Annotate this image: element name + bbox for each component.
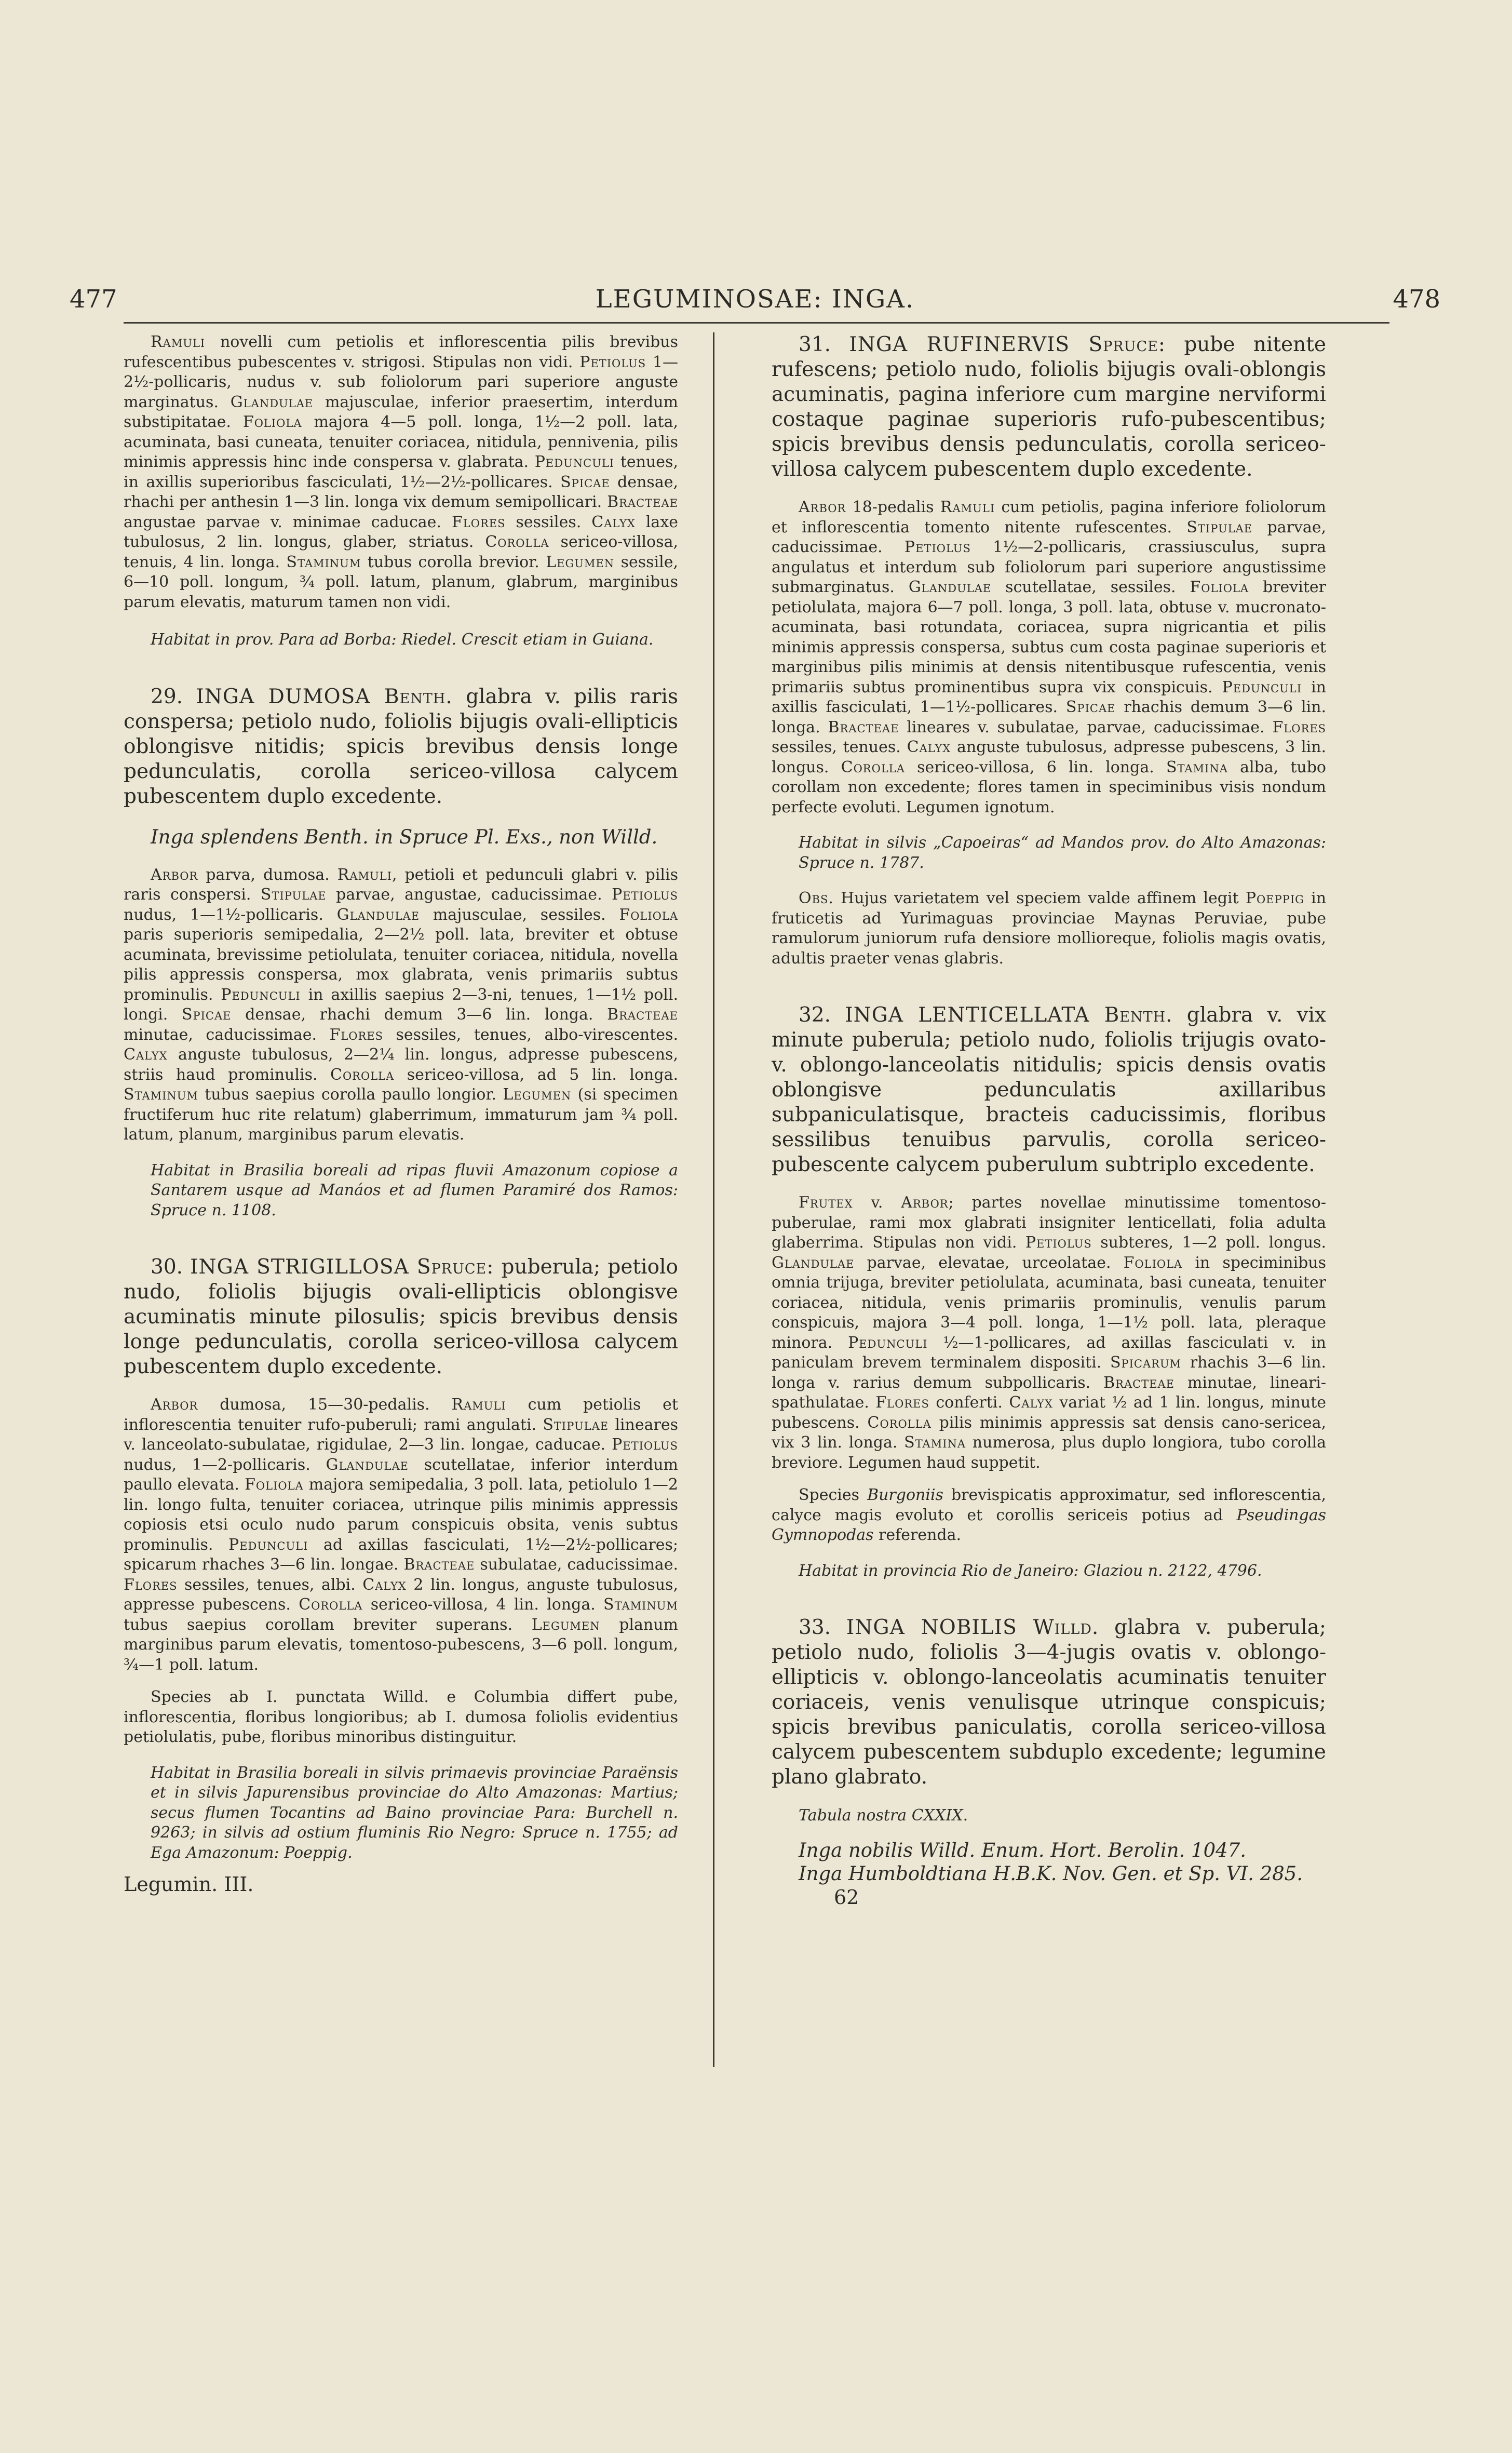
left-column (124, 332, 678, 1896)
species-30-note: Species ab I. punctata Willd. e Columbia differt pube, inflorescentia, floribus longioribus; ab I. dumosa foliolis evidentius petiolulatis, pube, floribus minoribus distinguitur. (124, 1688, 678, 1746)
species-29-habitat: Habitat in Brasilia boreali ad ripas fluvii Amazonum copiose a Santarem usque ad Manáos et ad flumen Paramiré dos Ramos: Spruce n. 1108. (151, 1161, 678, 1219)
species-32-diagnosis: 32. INGA LENTICELLATA Benth. glabra v. vix minute puberula; petiolo nudo, foliolis trijugis ovato- v. oblongo-lanceolatis nitidulis; spicis densis ovatis oblongisve pedunculatis axillaribus subpaniculatisque, bracteis caducissimis, floribus sessilibus tenuibus parvulis, corolla sericeo-pubescente calycem puberulum subtriplo excedente. (772, 1003, 1327, 1176)
species-30-diagnosis: 30. INGA STRIGILLOSA Spruce: puberula; petiolo nudo, foliolis bijugis ovali-ellipticis oblongisve acuminatis minute pilosulis; spicis brevibus densis longe pedunculatis, corolla sericeo-villosa calycem pubescentem duplo excedente. (124, 1255, 679, 1378)
species-32-habitat: Habitat in provincia Rio de Janeiro: Glaziou n. 2122, 4796. (799, 1561, 1262, 1580)
species-32-note: Species Burgoniis brevispicatis approximatur, sed inflorescentia, calyce magis evoluto et corollis sericeis potius ad Pseudingas Gymnopodas referenda. (772, 1486, 1326, 1544)
running-title: LEGUMINOSAE: INGA. (595, 285, 915, 314)
species-33-synonym-1: Inga nobilis Willd. Enum. Hort. Berolin. 1047. (799, 1839, 1246, 1861)
plate-reference: Tabula nostra CXXIX. (799, 1806, 968, 1825)
species-31-diagnosis: 31. INGA RUFINERVIS Spruce: pube nitente rufescens; petiolo nudo, foliolis bijugis ovali-oblongis acuminatis, pagina inferiore cum margine nerviformi costaque paginae superioris rufo-pubescentibus; spicis brevibus densis pedunculatis, corolla sericeo-villosa calycem pubescentem duplo excedente. (772, 333, 1327, 481)
species-29-synonym: Inga splendens Benth. in Spruce Pl. Exs., non Willd. (151, 825, 658, 848)
right-column (772, 332, 1326, 1909)
left-page-number: 477 (70, 285, 117, 314)
running-header (70, 285, 1440, 321)
species-29-description: Arbor parva, dumosa. Ramuli, petioli et pedunculi glabri v. pilis raris conspersi. Stipulae parvae, angustae, caducissimae. Petiolus nudus, 1—1½-pollicaris. Glandulae majusculae, sessiles. Foliola paris superioris semipedalia, 2—2½ poll. lata, breviter et obtuse acuminata, brevissime petiolulata, tenuiter coriacea, nitidula, novella pilis appressis conspersa, mox glabrata, venis primariis subtus prominulis. Pedunculi in axillis saepius 2—3-ni, tenues, 1—1½ poll. longi. Spicae densae, rhachi demum 3—6 lin. longa. Bracteae minutae, caducissimae. Flores sessiles, tenues, albo-virescentes. Calyx anguste tubulosus, 2—2¼ lin. longus, adpresse pubescens, striis haud prominulis. Corolla sericeo-villosa, ad 5 lin. longa. Staminum tubus saepius corolla paullo longior. Legumen (si specimen fructiferum huc rite relatum) glaberrimum, immaturum jam ¾ poll. latum, planum, marginibus parum elevatis. (124, 865, 679, 1144)
species-29-diagnosis: 29. INGA DUMOSA Benth. glabra v. pilis raris conspersa; petiolo nudo, foliolis bijugis ovali-ellipticis oblongisve nitidis; spicis brevibus densis longe pedunculatis, corolla sericeo-villosa calycem pubescentem duplo excedente. (124, 685, 679, 808)
species-28-habitat: Habitat in prov. Para ad Borba: Riedel. Crescit etiam in Guiana. (151, 631, 654, 649)
right-page-number: 478 (1393, 285, 1440, 314)
signature-mark: Legumin. III. (124, 1873, 254, 1896)
signature-number: 62 (834, 1886, 859, 1909)
species-31-description: Arbor 18-pedalis Ramuli cum petiolis, pagina inferiore foliolorum et inflorescentia tomento nitente rufescentes. Stipulae parvae, caducissimae. Petiolus 1½—2-pollicaris, crassiusculus, supra angulatus et interdum sub foliolorum pari superiore angustissime submarginatus. Glandulae scutellatae, sessiles. Foliola breviter petiolulata, majora 6—7 poll. longa, 3 poll. lata, obtuse v. mucronato-acuminata, basi rotundata, coriacea, supra nigricantia et pilis minimis appressis conspersa, subtus cum costa paginae superioris et marginibus pilis minimis at densis nitentibusque rufescentia, venis primariis subtus prominentibus supra vix conspicuis. Pedunculi in axillis fasciculati, 1—1½-pollicares. Spicae rhachis demum 3—6 lin. longa. Bracteae lineares v. subulatae, parvae, caducissimae. Flores sessiles, tenues. Calyx anguste tubulosus, adpresse pubescens, 3 lin. longus. Corolla sericeo-villosa, 6 lin. longa. Stamina alba, tubo corollam non excedente; flores tamen in speciminibus visis nondum perfecte evoluti. Legumen ignotum. (772, 498, 1327, 816)
species-31-observation: Obs. Hujus varietatem vel speciem valde affinem legit Poeppig in fruticetis ad Yurimaguas provinciae Maynas Peruviae, pube ramulorum juniorum rufa densiore mollioreque, foliolis magis ovatis, adultis praeter venas glabris. (772, 889, 1327, 968)
column-divider (713, 332, 714, 2067)
header-rule (124, 322, 1389, 324)
species-33-diagnosis: 33. INGA NOBILIS Willd. glabra v. puberula; petiolo nudo, foliolis 3—4-jugis ovatis v. oblongo-ellipticis v. oblongo-lanceolatis acuminatis tenuiter coriaceis, venis venulisque utrinque conspicuis; spicis brevibus paniculatis, corolla sericeo-villosa calycem pubescentem subduplo excedente; legumine plano glabrato. (772, 1616, 1326, 1789)
species-30-description: Arbor dumosa, 15—30-pedalis. Ramuli cum petiolis et inflorescentia tenuiter rufo-puberuli; rami angulati. Stipulae lineares v. lanceolato-subulatae, rigidulae, 2—3 lin. longae, caducae. Petiolus nudus, 1—2-pollicaris. Glandulae scutellatae, inferior interdum paullo elevata. Foliola majora semipedalia, 3 poll. lata, petiolulo 1—2 lin. longo fulta, tenuiter coriacea, utrinque pilis minimis appressis copiosis etsi oculo nudo parum conspicuis obsita, venis subtus prominulis. Pedunculi ad axillas fasciculati, 1½—2½-pollicares; spicarum rhaches 3—6 lin. longae. Bracteae subulatae, caducissimae. Flores sessiles, tenues, albi. Calyx 2 lin. longus, anguste tubulosus, appresse pubescens. Corolla sericeo-villosa, 4 lin. longa. Staminum tubus saepius corollam breviter superans. Legumen planum marginibus parum elevatis, tomentoso-pubescens, 3—6 poll. longum, ¾—1 poll. latum. (124, 1396, 679, 1674)
species-32-description: Frutex v. Arbor; partes novellae minutissime tomentoso-puberulae, rami mox glabrati insigniter lenticellati, folia adulta glaberrima. Stipulas non vidi. Petiolus subteres, 1—2 poll. longus. Glandulae parvae, elevatae, urceolatae. Foliola in speciminibus omnia trijuga, breviter petiolulata, acuminata, basi cuneata, tenuiter coriacea, nitidula, venis primariis prominulis, venulis parum conspicuis, majora 3—4 poll. longa, 1—1½ poll. lata, pleraque minora. Pedunculi ½—1-pollicares, ad axillas fasciculati v. in paniculam brevem terminalem dispositi. Spicarum rhachis 3—6 lin. longa v. rarius demum subpollicaris. Bracteae minutae, lineari-spathulatae. Flores conferti. Calyx variat ½ ad 1 lin. longus, minute pubescens. Corolla pilis minimis appressis sat densis cano-sericea, vix 3 lin. longa. Stamina numerosa, plus duplo longiora, tubo corolla breviore. Legumen haud suppetit. (772, 1194, 1327, 1472)
species-30-habitat: Habitat in Brasilia boreali in silvis primaevis provinciae Paraënsis et in silvis Japurensibus provinciae do Alto Amazonas: Martius; secus flumen Tocantins ad Baino provinciae Para: Burchell n. 9263; in silvis ad ostium fluminis Rio Negro: Spruce n. 1755; ad Ega Amazonum: Poeppig. (151, 1763, 678, 1862)
species-33-synonym-2: Inga Humboldtiana H.B.K. Nov. Gen. et Sp. VI. 285. (799, 1862, 1303, 1885)
species-31-habitat: Habitat in silvis „Capoeiras“ ad Mandos prov. do Alto Amazonas: Spruce n. 1787. (799, 834, 1326, 872)
species-28-description: Ramuli novelli cum petiolis et inflorescentia pilis brevibus rufescentibus pubescentes v. strigosi. Stipulas non vidi. Petiolus 1—2½-pollicaris, nudus v. sub foliolorum pari superiore anguste marginatus. Glandulae majusculae, inferior praesertim, interdum substipitatae. Foliola majora 4—5 poll. longa, 1½—2 poll. lata, acuminata, basi cuneata, tenuiter coriacea, nitidula, pennivenia, pilis minimis appressis hinc inde conspersa v. glabrata. Pedunculi tenues, in axillis superioribus fasciculati, 1½—2½-pollicares. Spicae densae, rhachi per anthesin 1—3 lin. longa vix demum semipollicari. Bracteae angustae parvae v. minimae caducae. Flores sessiles. Calyx laxe tubulosus, 2 lin. longus, glaber, striatus. Corolla sericeo-villosa, tenuis, 4 lin. longa. Staminum tubus corolla brevior. Legumen sessile, 6—10 poll. longum, ¾ poll. latum, planum, glabrum, marginibus parum elevatis, maturum tamen non vidi. (124, 333, 678, 611)
